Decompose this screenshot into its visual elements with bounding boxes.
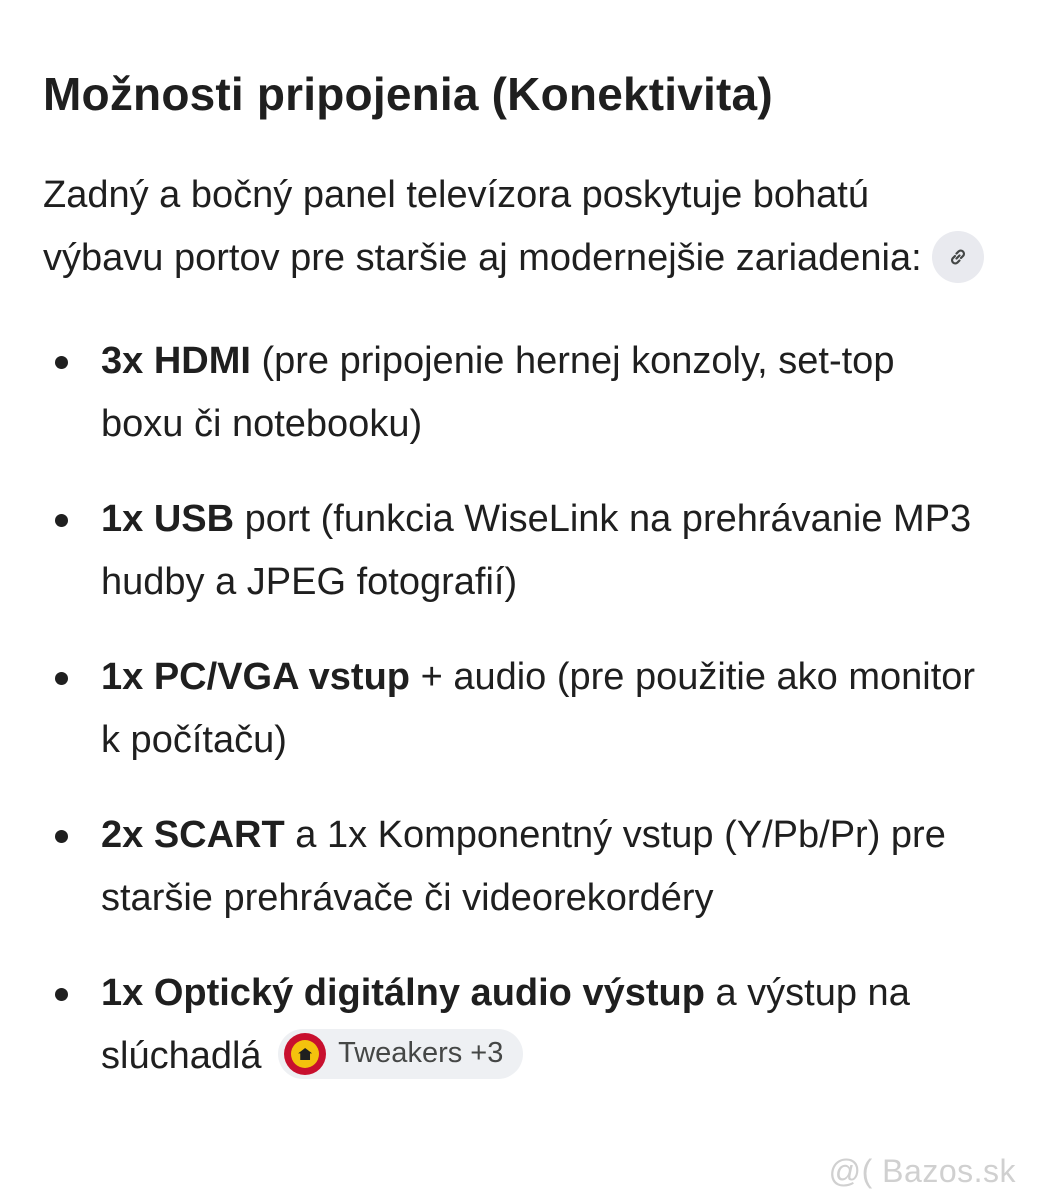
item-bold: 2x SCART	[101, 814, 285, 856]
item-bold: 3x HDMI	[101, 340, 251, 382]
list-item	[43, 488, 986, 614]
link-icon	[946, 245, 970, 269]
item-bold: 1x Optický digitálny audio výstup	[101, 972, 705, 1014]
bullet	[55, 514, 68, 527]
bullet	[55, 672, 68, 685]
intro-paragraph	[43, 164, 988, 290]
answer-section	[43, 62, 1003, 1120]
source-chip[interactable]	[278, 1029, 523, 1079]
list-item	[43, 962, 986, 1088]
item-bold: 1x PC/VGA vstup	[101, 656, 411, 698]
bullet	[55, 830, 68, 843]
list-item	[43, 804, 986, 930]
section-heading: Možnosti pripojenia (Konektivita)	[43, 68, 773, 120]
item-text: (pre pripojenie hernej konzoly, set-top boxu či notebooku)	[101, 340, 895, 445]
item-bold: 1x USB	[101, 498, 235, 540]
tweakers-logo-icon	[284, 1033, 326, 1075]
intro-text: Zadný a bočný panel televízora poskytuje bohatú výbavu portov pre staršie aj modernejšie zariadenia:	[43, 174, 922, 279]
item-text: a výstup na slúchadlá	[101, 972, 910, 1077]
list-item	[43, 330, 986, 456]
list-item	[43, 646, 986, 772]
source-chip-label: Tweakers +3	[338, 1037, 504, 1070]
item-text: port (funkcia WiseLink na prehrávanie MP3 hudby a JPEG fotografií)	[101, 498, 972, 603]
item-text: + audio (pre použitie ako monitor k počítaču)	[101, 656, 976, 761]
ports-list	[43, 330, 1003, 1088]
source-link-button[interactable]	[932, 231, 984, 283]
bullet	[55, 356, 68, 369]
item-text: a 1x Komponentný vstup (Y/Pb/Pr) pre staršie prehrávače či videorekordéry	[101, 814, 946, 919]
watermark: @( Bazos.sk	[828, 1153, 1016, 1189]
bullet	[55, 988, 68, 1001]
